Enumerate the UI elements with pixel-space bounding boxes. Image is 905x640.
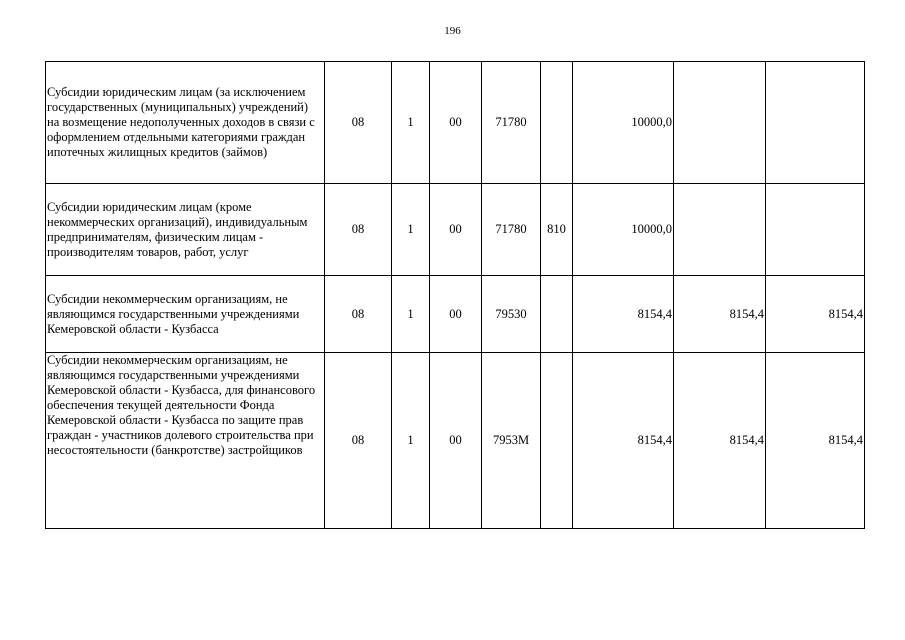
section-code: 08 (325, 353, 392, 529)
direction-code: 71780 (482, 62, 541, 184)
row-description: Субсидии юридическим лицам (кроме некоммерческих организаций), индивидуальным предпринимателям, физическим лицам - производителям товаров, работ, услуг (46, 184, 325, 276)
section-code: 08 (325, 62, 392, 184)
sum-year-1: 8154,4 (573, 353, 674, 529)
direction-code: 79530 (482, 276, 541, 353)
sum-year-2: 8154,4 (674, 353, 766, 529)
section-code: 08 (325, 276, 392, 353)
row-description: Субсидии некоммерческим организациям, не являющимся государственными учреждениями Кемеровской области - Кузбасса (46, 276, 325, 353)
sum-year-2: 8154,4 (674, 276, 766, 353)
program-code: 1 (392, 184, 430, 276)
row-description: Субсидии некоммерческим организациям, не являющимся государственными учреждениями Кемеровской области - Кузбасса, для финансового обеспечения текущей деятельности Фонда Кемеровской области - Кузбасса по защите прав граждан - участников долевого строительства при несостоятельности (банкротстве) застройщиков (46, 353, 325, 529)
sum-year-1: 8154,4 (573, 276, 674, 353)
program-code: 1 (392, 353, 430, 529)
subprogram-code: 00 (430, 62, 482, 184)
subprogram-code: 00 (430, 276, 482, 353)
expense-type-code (541, 353, 573, 529)
sum-year-3 (766, 62, 865, 184)
program-code: 1 (392, 276, 430, 353)
page-number: 196 (444, 25, 461, 37)
expense-type-code (541, 276, 573, 353)
direction-code: 7953М (482, 353, 541, 529)
sum-year-1: 10000,0 (573, 62, 674, 184)
sum-year-3: 8154,4 (766, 353, 865, 529)
table-row (46, 62, 865, 184)
program-code: 1 (392, 62, 430, 184)
subprogram-code: 00 (430, 353, 482, 529)
budget-table (45, 61, 865, 529)
sum-year-2 (674, 62, 766, 184)
expense-type-code: 810 (541, 184, 573, 276)
direction-code: 71780 (482, 184, 541, 276)
subprogram-code: 00 (430, 184, 482, 276)
table-row (46, 184, 865, 276)
sum-year-2 (674, 184, 766, 276)
sum-year-3: 8154,4 (766, 276, 865, 353)
table-row (46, 353, 865, 529)
expense-type-code (541, 62, 573, 184)
table-row (46, 276, 865, 353)
row-description: Субсидии юридическим лицам (за исключением государственных (муниципальных) учреждений) на возмещение недополученных доходов в связи с оформлением отдельными категориями граждан ипотечных жилищных кредитов (займов) (46, 62, 325, 184)
sum-year-1: 10000,0 (573, 184, 674, 276)
section-code: 08 (325, 184, 392, 276)
sum-year-3 (766, 184, 865, 276)
